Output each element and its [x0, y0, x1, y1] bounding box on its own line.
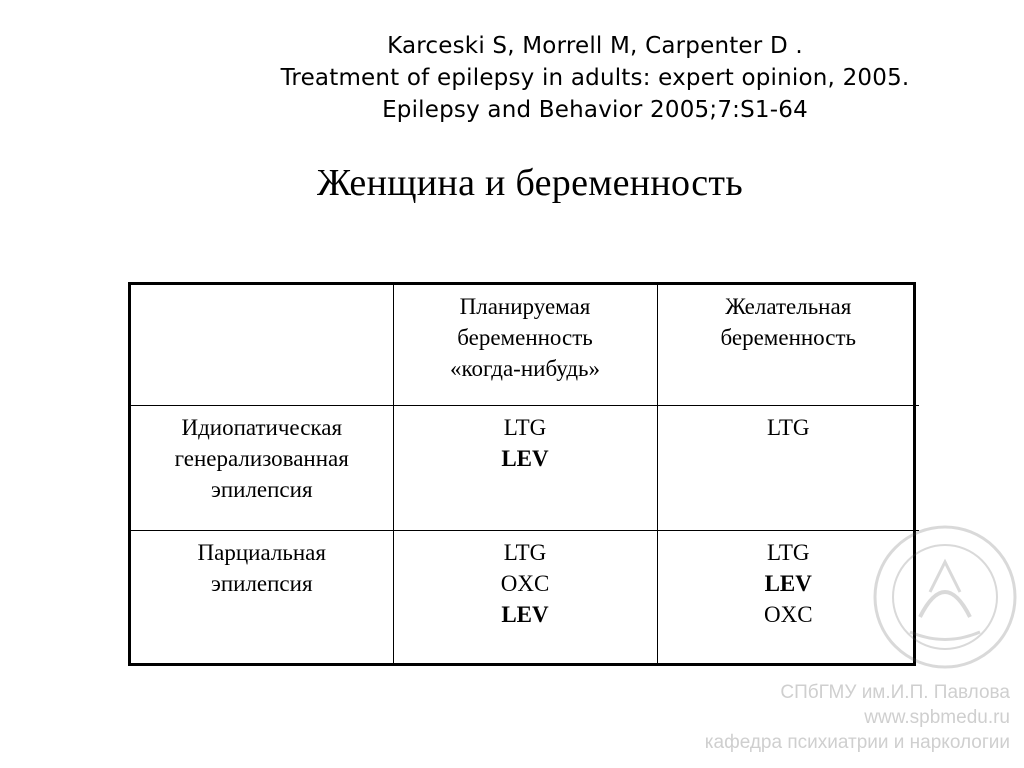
- citation-block: [180, 30, 1010, 126]
- row-label-partial: [131, 530, 393, 663]
- row-label-line: эпилепсия: [210, 570, 313, 596]
- treatment-table: [131, 285, 919, 663]
- table-row: [131, 405, 919, 530]
- citation-line-title: Treatment of epilepsy in adults: expert opinion, 2005.: [280, 65, 910, 91]
- university-seal-watermark: [870, 522, 1020, 672]
- watermark-department: кафедра психиатрии и наркологии: [704, 732, 1010, 753]
- drug-name: LEV: [501, 445, 549, 471]
- header-text-line: Желательная: [725, 294, 852, 319]
- cell-idiopathic-planned: [393, 405, 657, 530]
- row-label-line: генерализованная: [174, 445, 349, 471]
- header-text-line: Планируемая: [459, 294, 591, 319]
- cell-partial-planned: [393, 530, 657, 663]
- drug-name: LEV: [501, 601, 549, 627]
- header-desired-pregnancy: [657, 285, 919, 405]
- drug-name: LEV: [764, 570, 812, 596]
- header-text-line: «когда-нибудь»: [449, 356, 601, 381]
- drug-name: LTG: [503, 414, 547, 440]
- table-header-row: [131, 285, 919, 405]
- treatment-table-frame: [128, 282, 916, 666]
- drug-name: OXC: [500, 570, 550, 596]
- drug-name: LTG: [766, 414, 810, 440]
- header-text-line: беременность: [457, 325, 593, 350]
- footer-watermark: [705, 680, 1010, 755]
- drug-name: LTG: [766, 539, 810, 565]
- row-label-line: Парциальная: [197, 539, 326, 565]
- table-row: [131, 530, 919, 663]
- cell-idiopathic-desired: [657, 405, 919, 530]
- header-planned-pregnancy: [393, 285, 657, 405]
- citation-line-journal: Epilepsy and Behavior 2005;7:S1-64: [382, 97, 808, 123]
- row-label-line: эпилепсия: [210, 476, 313, 502]
- header-text-line: беременность: [720, 325, 857, 350]
- row-label-idiopathic: [131, 405, 393, 530]
- drug-name: OXC: [763, 601, 813, 627]
- row-label-line: Идиопатическая: [181, 414, 343, 440]
- drug-name: LTG: [503, 539, 547, 565]
- slide-title: Женщина и беременность: [317, 162, 743, 204]
- watermark-website: www.spbmedu.ru: [864, 707, 1010, 728]
- header-empty-cell: [131, 285, 393, 405]
- citation-line-authors: Karceski S, Morrell M, Carpenter D .: [387, 33, 803, 59]
- watermark-university: СПбГМУ им.И.П. Павлова: [780, 682, 1010, 703]
